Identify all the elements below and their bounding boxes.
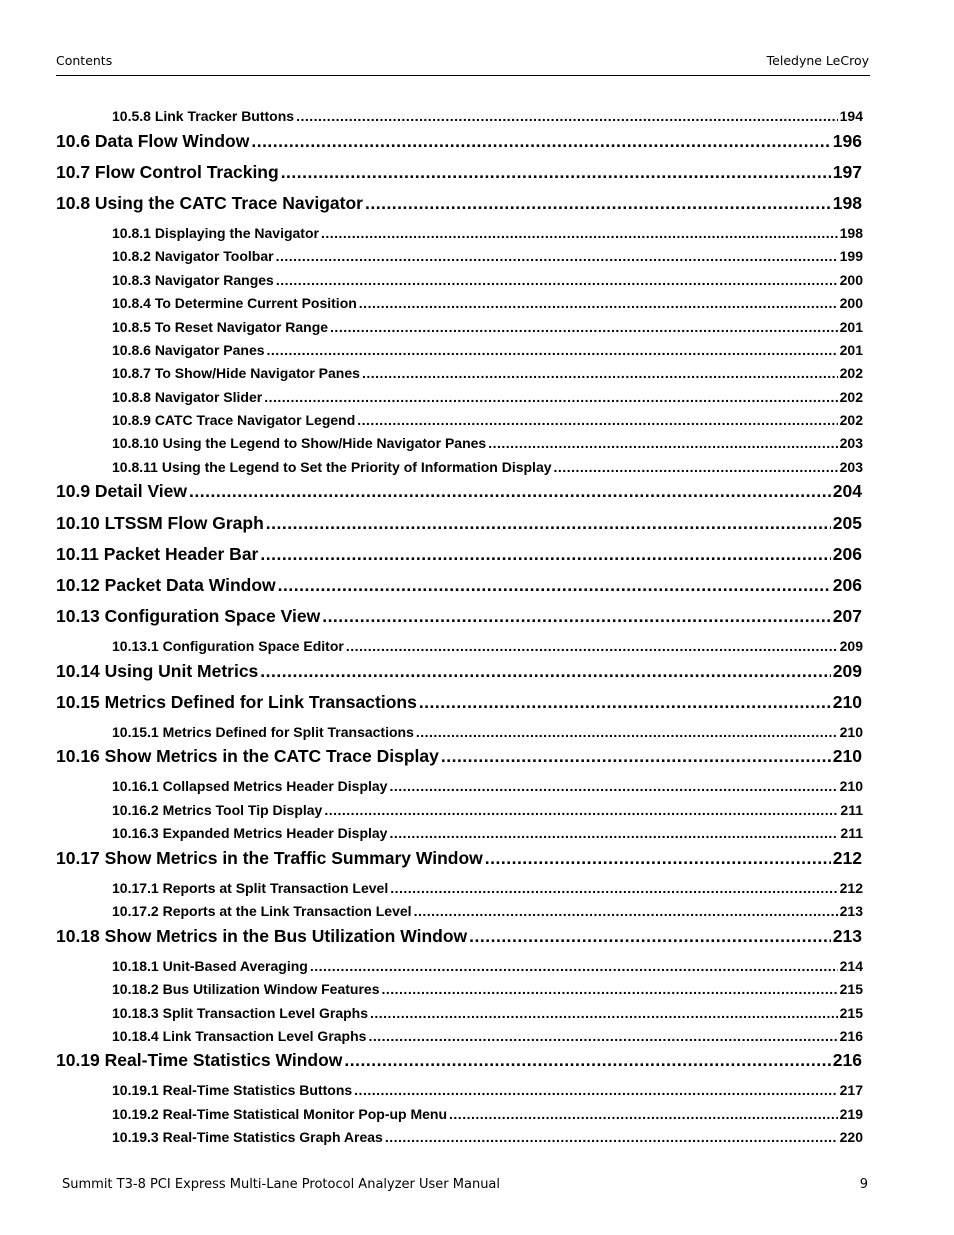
toc-entry[interactable] xyxy=(56,544,862,566)
toc-dot-leader xyxy=(381,981,837,997)
toc-dot-leader xyxy=(276,272,838,288)
toc-entry-title: 10.16.1 Collapsed Metrics Header Display xyxy=(112,778,388,794)
toc-entry-title: 10.11 Packet Header Bar xyxy=(56,544,259,564)
toc-dot-leader xyxy=(278,575,831,596)
toc-dot-leader xyxy=(260,661,831,682)
toc-entry-title: 10.10 LTSSM Flow Graph xyxy=(56,513,264,533)
toc-entry-page: 210 xyxy=(832,692,862,712)
toc-entry-page: 206 xyxy=(832,575,862,595)
toc-dot-leader xyxy=(324,802,838,818)
toc-entry-title: 10.16.2 Metrics Tool Tip Display xyxy=(112,802,323,818)
toc-entry-title: 10.18 Show Metrics in the Bus Utilization Window xyxy=(56,926,468,946)
toc-dot-leader xyxy=(276,248,838,264)
toc-entry[interactable] xyxy=(56,131,862,153)
toc-entry-page: 211 xyxy=(840,825,863,841)
toc-entry-page: 198 xyxy=(839,225,863,241)
toc-entry[interactable] xyxy=(56,575,862,597)
toc-entry-page: 207 xyxy=(832,606,862,626)
toc-entry[interactable] xyxy=(112,272,863,290)
toc-entry[interactable] xyxy=(112,365,863,383)
toc-dot-leader xyxy=(322,606,831,627)
toc-entry[interactable] xyxy=(112,435,863,453)
toc-entry-page: 217 xyxy=(839,1082,863,1098)
toc-entry-title: 10.16 Show Metrics in the CATC Trace Display xyxy=(56,746,439,766)
toc-entry[interactable] xyxy=(56,661,862,683)
toc-entry[interactable] xyxy=(112,778,863,796)
toc-entry-page: 200 xyxy=(839,272,863,288)
toc-entry-page: 196 xyxy=(832,131,862,151)
toc-entry-title: 10.8.7 To Show/Hide Navigator Panes xyxy=(112,365,360,381)
toc-entry-page: 215 xyxy=(839,981,863,997)
toc-entry-title: 10.18.4 Link Transaction Level Graphs xyxy=(112,1028,367,1044)
toc-entry-title: 10.15.1 Metrics Defined for Split Transactions xyxy=(112,724,414,740)
toc-dot-leader xyxy=(330,319,838,335)
toc-entry-title: 10.7 Flow Control Tracking xyxy=(56,162,279,182)
toc-entry-page: 212 xyxy=(832,848,862,868)
toc-dot-leader xyxy=(449,1106,838,1122)
toc-dot-leader xyxy=(267,342,838,358)
toc-entry-page: 220 xyxy=(839,1129,863,1145)
toc-dot-leader xyxy=(416,724,838,740)
toc-entry[interactable] xyxy=(112,389,863,407)
toc-entry-page: 202 xyxy=(839,389,863,405)
toc-entry[interactable] xyxy=(112,412,863,430)
toc-entry[interactable] xyxy=(112,1082,863,1100)
header-divider xyxy=(56,75,870,76)
toc-dot-leader xyxy=(469,926,831,947)
toc-entry[interactable] xyxy=(112,342,863,360)
toc-entry[interactable] xyxy=(112,225,863,243)
toc-entry-title: 10.17.1 Reports at Split Transaction Level xyxy=(112,880,389,896)
toc-entry-title: 10.14 Using Unit Metrics xyxy=(56,661,259,681)
toc-entry[interactable] xyxy=(112,903,863,921)
toc-dot-leader xyxy=(251,131,830,152)
toc-entry-page: 205 xyxy=(832,513,862,533)
toc-entry[interactable] xyxy=(56,513,862,535)
toc-entry-title: 10.8.2 Navigator Toolbar xyxy=(112,248,274,264)
toc-entry-page: 202 xyxy=(839,365,863,381)
toc-entry[interactable] xyxy=(112,108,863,126)
toc-dot-leader xyxy=(485,848,831,869)
toc-entry-title: 10.8.10 Using the Legend to Show/Hide Navigator Panes xyxy=(112,435,487,451)
toc-entry-page: 200 xyxy=(839,295,863,311)
toc-entry-page: 211 xyxy=(840,802,863,818)
toc-entry-title: 10.8.6 Navigator Panes xyxy=(112,342,265,358)
toc-entry[interactable] xyxy=(112,459,863,477)
running-header-company: Teledyne LeCroy xyxy=(766,53,869,68)
toc-entry-page: 216 xyxy=(839,1028,863,1044)
toc-dot-leader xyxy=(488,435,837,451)
toc-entry-page: 216 xyxy=(832,1050,862,1070)
toc-entry[interactable] xyxy=(112,802,863,820)
toc-dot-leader xyxy=(389,825,838,841)
toc-entry[interactable] xyxy=(112,319,863,337)
toc-entry-page: 219 xyxy=(839,1106,863,1122)
toc-entry-page: 210 xyxy=(832,746,862,766)
toc-dot-leader xyxy=(354,1082,837,1098)
toc-dot-leader xyxy=(266,513,831,534)
toc-dot-leader xyxy=(390,880,837,896)
toc-entry[interactable] xyxy=(112,1106,863,1124)
toc-dot-leader xyxy=(260,544,830,565)
toc-entry[interactable] xyxy=(112,958,863,976)
toc-dot-leader xyxy=(365,193,831,214)
toc-entry[interactable] xyxy=(56,193,862,215)
toc-entry-title: 10.19.1 Real-Time Statistics Buttons xyxy=(112,1082,353,1098)
toc-entry-title: 10.8.5 To Reset Navigator Range xyxy=(112,319,329,335)
toc-dot-leader xyxy=(368,1028,837,1044)
toc-dot-leader xyxy=(296,108,838,124)
toc-entry-title: 10.8.9 CATC Trace Navigator Legend xyxy=(112,412,356,428)
toc-dot-leader xyxy=(281,162,831,183)
toc-entry-title: 10.12 Packet Data Window xyxy=(56,575,276,595)
toc-entry-title: 10.17.2 Reports at the Link Transaction Level xyxy=(112,903,412,919)
toc-entry[interactable] xyxy=(56,1050,862,1072)
toc-entry[interactable] xyxy=(112,638,863,656)
toc-entry-page: 213 xyxy=(832,926,862,946)
toc-entry-title: 10.15 Metrics Defined for Link Transactions xyxy=(56,692,417,712)
toc-entry-title: 10.18.2 Bus Utilization Window Features xyxy=(112,981,380,997)
toc-dot-leader xyxy=(357,412,837,428)
toc-dot-leader xyxy=(389,778,837,794)
toc-dot-leader xyxy=(385,1129,838,1145)
toc-dot-leader xyxy=(370,1005,838,1021)
toc-dot-leader xyxy=(344,1050,830,1071)
toc-entry-page: 198 xyxy=(832,193,862,213)
toc-entry[interactable] xyxy=(112,724,863,742)
toc-dot-leader xyxy=(441,746,831,767)
footer-manual-title: Summit T3-8 PCI Express Multi-Lane Protocol Analyzer User Manual xyxy=(62,1177,501,1192)
footer-page-number: 9 xyxy=(859,1177,868,1192)
toc-entry-page: 210 xyxy=(839,724,863,740)
toc-entry-title: 10.18.1 Unit-Based Averaging xyxy=(112,958,308,974)
toc-entry-title: 10.8.11 Using the Legend to Set the Priority of Information Display xyxy=(112,459,552,475)
toc-entry[interactable] xyxy=(56,848,862,870)
toc-entry-page: 194 xyxy=(839,108,863,124)
toc-entry-page: 209 xyxy=(832,661,862,681)
toc-entry-page: 201 xyxy=(839,319,863,335)
toc-entry[interactable] xyxy=(112,1028,863,1046)
running-header-section: Contents xyxy=(56,53,113,68)
toc-entry-title: 10.19.2 Real-Time Statistical Monitor Pop-up Menu xyxy=(112,1106,448,1122)
toc-entry[interactable] xyxy=(56,746,862,768)
toc-entry[interactable] xyxy=(56,692,862,714)
toc-entry-title: 10.6 Data Flow Window xyxy=(56,131,250,151)
toc-dot-leader xyxy=(264,389,837,405)
toc-entry-title: 10.9 Detail View xyxy=(56,481,188,501)
toc-dot-leader xyxy=(321,225,838,241)
toc-entry-title: 10.19.3 Real-Time Statistics Graph Areas xyxy=(112,1129,383,1145)
toc-entry-page: 199 xyxy=(839,248,863,264)
toc-entry-page: 209 xyxy=(839,638,863,654)
toc-entry-page: 197 xyxy=(832,162,862,182)
toc-entry-title: 10.8.4 To Determine Current Position xyxy=(112,295,357,311)
toc-entry[interactable] xyxy=(56,926,862,948)
toc-dot-leader xyxy=(419,692,831,713)
toc-entry[interactable] xyxy=(112,1129,863,1147)
toc-entry-title: 10.13 Configuration Space View xyxy=(56,606,321,626)
toc-entry-title: 10.19 Real-Time Statistics Window xyxy=(56,1050,343,1070)
toc-entry[interactable] xyxy=(112,295,863,313)
toc-entry-title: 10.13.1 Configuration Space Editor xyxy=(112,638,344,654)
toc-entry[interactable] xyxy=(112,880,863,898)
toc-dot-leader xyxy=(310,958,838,974)
toc-entry-title: 10.8.1 Displaying the Navigator xyxy=(112,225,319,241)
toc-entry[interactable] xyxy=(56,606,862,628)
toc-entry-page: 204 xyxy=(832,481,862,501)
toc-entry[interactable] xyxy=(112,1005,863,1023)
toc-dot-leader xyxy=(346,638,838,654)
toc-dot-leader xyxy=(362,365,838,381)
toc-entry-title: 10.17 Show Metrics in the Traffic Summary Window xyxy=(56,848,483,868)
toc-entry-page: 206 xyxy=(832,544,862,564)
toc-entry-title: 10.8.3 Navigator Ranges xyxy=(112,272,274,288)
toc-entry-title: 10.8.8 Navigator Slider xyxy=(112,389,263,405)
toc-entry[interactable] xyxy=(112,981,863,999)
toc-dot-leader xyxy=(554,459,838,475)
toc-entry[interactable] xyxy=(112,825,863,843)
toc-entry-title: 10.16.3 Expanded Metrics Header Display xyxy=(112,825,388,841)
toc-entry-page: 210 xyxy=(839,778,863,794)
toc-entry[interactable] xyxy=(56,162,862,184)
toc-dot-leader xyxy=(414,903,838,919)
toc-entry-page: 203 xyxy=(839,435,863,451)
toc-entry-page: 201 xyxy=(839,342,863,358)
toc-entry-title: 10.18.3 Split Transaction Level Graphs xyxy=(112,1005,368,1021)
toc-entry-page: 202 xyxy=(839,412,863,428)
toc-entry-title: 10.8 Using the CATC Trace Navigator xyxy=(56,193,363,213)
toc-entry-title: 10.5.8 Link Tracker Buttons xyxy=(112,108,295,124)
toc-entry-page: 213 xyxy=(839,903,863,919)
toc-entry[interactable] xyxy=(56,481,862,503)
toc-entry-page: 203 xyxy=(839,459,863,475)
toc-entry-page: 214 xyxy=(839,958,863,974)
toc-entry[interactable] xyxy=(112,248,863,266)
toc-dot-leader xyxy=(189,481,831,502)
toc-entry-page: 215 xyxy=(839,1005,863,1021)
toc-dot-leader xyxy=(359,295,838,311)
toc-entry-page: 212 xyxy=(839,880,863,896)
